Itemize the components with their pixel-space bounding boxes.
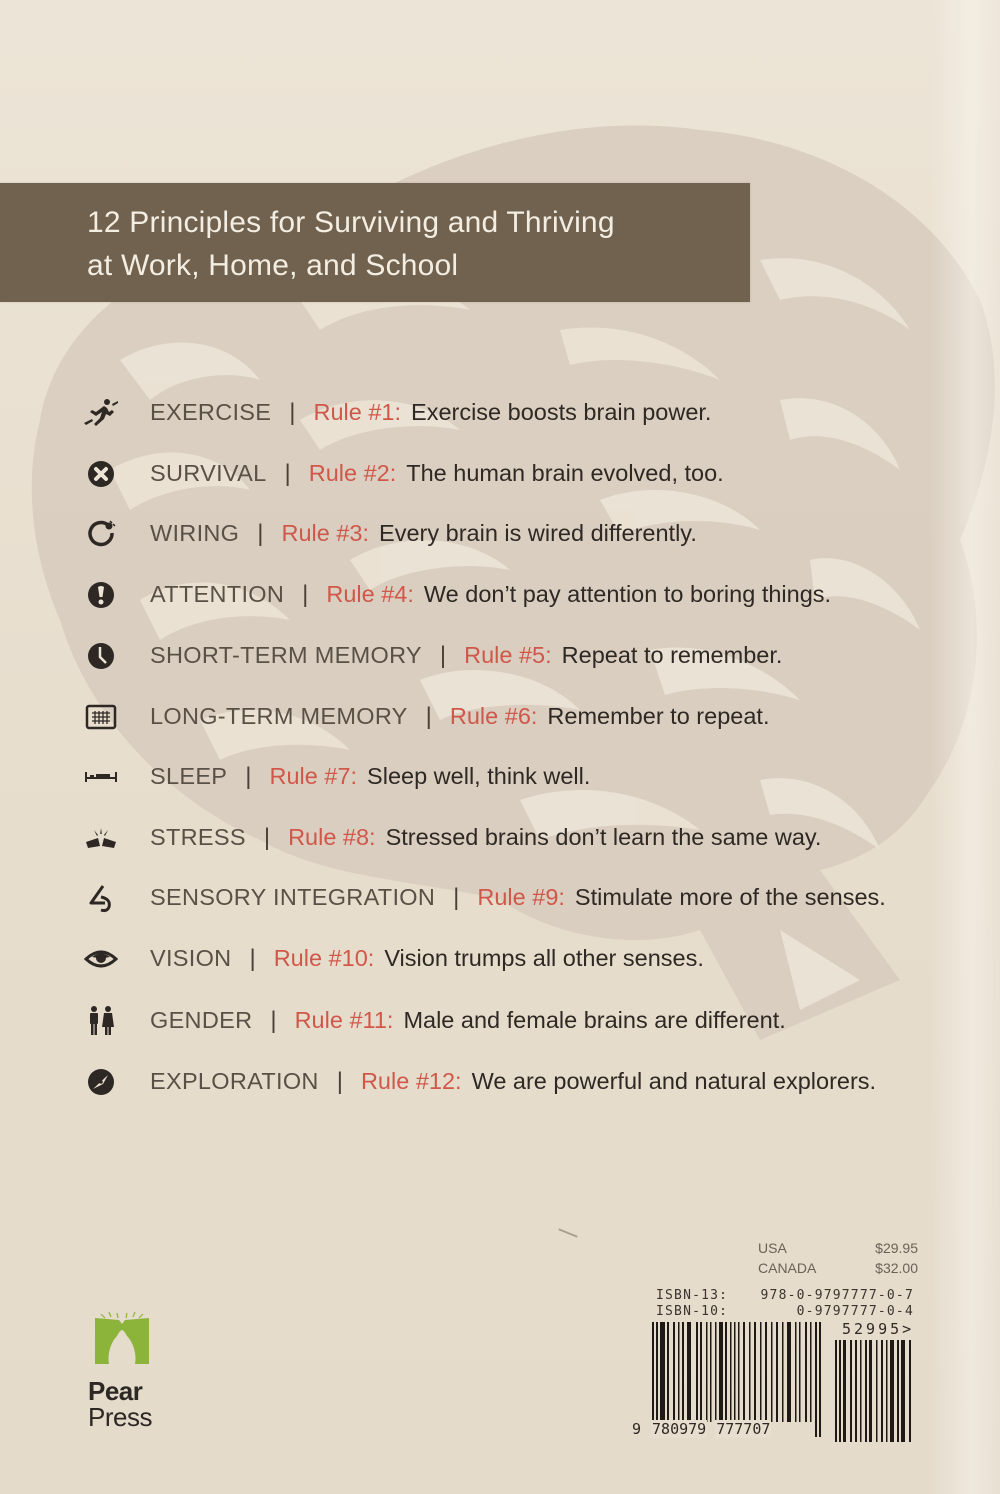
publisher-name-line2: Press bbox=[88, 1402, 152, 1432]
senses-icon bbox=[82, 883, 120, 913]
price-list bbox=[758, 1240, 918, 1280]
isbn-info bbox=[656, 1288, 914, 1320]
price-row-usa: USA $29.95 bbox=[758, 1240, 918, 1256]
broken-stress-icon bbox=[82, 823, 120, 853]
pear-book-icon bbox=[91, 1310, 153, 1368]
calendar-icon bbox=[82, 702, 120, 732]
eye-icon bbox=[82, 944, 120, 974]
publisher-name-line1: Pear bbox=[88, 1376, 143, 1406]
compass-icon bbox=[82, 1067, 120, 1097]
tagline-line-2: at Work, Home, and School bbox=[87, 249, 459, 282]
barcode-addon-digits: 52995> bbox=[842, 1320, 915, 1338]
clock-icon bbox=[82, 641, 120, 671]
tagline-line-1: 12 Principles for Surviving and Thriving bbox=[87, 206, 615, 239]
x-circle-icon bbox=[82, 459, 120, 489]
price-row-canada: CANADA $32.00 bbox=[758, 1260, 918, 1276]
male-female-icon bbox=[82, 1006, 120, 1036]
barcode-addon bbox=[833, 1340, 915, 1442]
plug-circle-icon bbox=[82, 519, 120, 549]
exclamation-circle-icon bbox=[82, 580, 120, 610]
tagline-banner bbox=[0, 183, 750, 302]
isbn-10: ISBN-10: 0-9797777-0-4 bbox=[656, 1304, 914, 1319]
running-person-icon bbox=[82, 398, 120, 428]
edge-glare bbox=[930, 0, 1000, 1494]
bed-icon bbox=[82, 762, 120, 792]
isbn-13: ISBN-13: 978-0-9797777-0-7 bbox=[656, 1288, 914, 1303]
barcode-digits: 9 780979 777707 bbox=[632, 1420, 771, 1438]
publisher-logo bbox=[88, 1310, 158, 1430]
